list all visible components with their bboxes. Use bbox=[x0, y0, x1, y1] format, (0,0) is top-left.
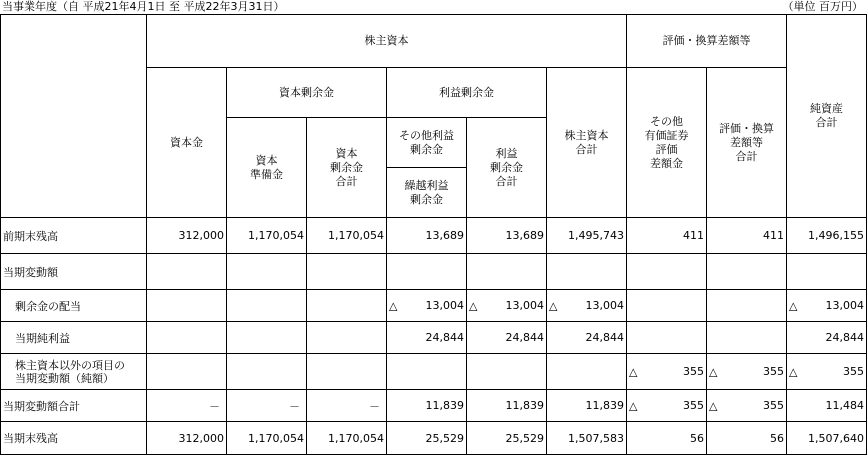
cell-value: 13,689 bbox=[425, 229, 464, 242]
row-label-header bbox=[1, 15, 147, 218]
cell-value: 1,495,743 bbox=[568, 229, 624, 242]
cell-value: 24,844 bbox=[505, 331, 544, 344]
row-label-line: 当期変動額合計 bbox=[3, 399, 80, 413]
header-securities-valuation bbox=[627, 68, 707, 218]
header-shareholders-equity: 株主資本 bbox=[147, 15, 627, 68]
table-cell bbox=[387, 322, 467, 354]
table-cell bbox=[627, 218, 707, 254]
row-label-line: 当期変動額（純額） bbox=[15, 371, 114, 385]
cell-value: 24,844 bbox=[585, 331, 624, 344]
table-cell bbox=[387, 218, 467, 254]
table-cell bbox=[387, 422, 467, 455]
table-cell bbox=[227, 322, 307, 354]
table-caption bbox=[0, 0, 867, 14]
table-cell bbox=[147, 218, 227, 254]
header-line: 合計 bbox=[735, 149, 758, 163]
table-cell bbox=[227, 354, 307, 390]
table-cell bbox=[707, 390, 787, 422]
header-capital-stock: 資本金 bbox=[147, 68, 227, 218]
table-row bbox=[1, 290, 867, 322]
table-cell bbox=[547, 390, 627, 422]
table-cell bbox=[627, 422, 707, 455]
table-cell bbox=[147, 390, 227, 422]
header-line: 合計 bbox=[495, 174, 518, 188]
table-cell bbox=[787, 218, 867, 254]
table-cell bbox=[547, 218, 627, 254]
table-cell bbox=[387, 354, 467, 390]
table-cell bbox=[787, 322, 867, 354]
cell-value: 312,000 bbox=[178, 229, 224, 242]
header-retained-total bbox=[467, 118, 547, 218]
table-cell bbox=[227, 422, 307, 455]
row-label-line: 当期純利益 bbox=[15, 331, 70, 345]
table-cell bbox=[147, 290, 227, 322]
table-cell bbox=[627, 390, 707, 422]
table-cell bbox=[147, 354, 227, 390]
negative-mark: △ bbox=[709, 399, 718, 412]
table-cell bbox=[547, 322, 627, 354]
equity-statement-table bbox=[0, 14, 867, 455]
negative-mark: △ bbox=[789, 299, 798, 312]
table-cell bbox=[627, 254, 707, 290]
header-line: 剰余金 bbox=[410, 142, 443, 156]
cell-value: 25,529 bbox=[425, 431, 464, 445]
table-cell bbox=[547, 290, 627, 322]
header-line: その他利益 bbox=[399, 128, 454, 142]
table-cell bbox=[467, 218, 547, 254]
header-capital-surplus-total bbox=[307, 118, 387, 218]
header-line: その他 bbox=[650, 114, 683, 128]
cell-value: 1,507,640 bbox=[808, 431, 864, 445]
header-carried-forward bbox=[387, 168, 467, 218]
table-cell bbox=[307, 254, 387, 290]
table-cell bbox=[627, 354, 707, 390]
negative-mark: △ bbox=[709, 365, 718, 378]
header-valuation-total bbox=[707, 68, 787, 218]
header-line: 合計 bbox=[815, 116, 838, 129]
header-line: 合計 bbox=[575, 142, 598, 156]
table-cell bbox=[387, 254, 467, 290]
table-cell bbox=[467, 290, 547, 322]
header-line: 剰余金 bbox=[410, 192, 443, 206]
header-line: 剰余金 bbox=[330, 160, 363, 174]
cell-value: 1,170,054 bbox=[248, 229, 304, 242]
row-label bbox=[1, 322, 147, 354]
cell-value: 56 bbox=[770, 431, 784, 445]
table-cell bbox=[707, 254, 787, 290]
table-cell bbox=[467, 254, 547, 290]
table-cell bbox=[547, 422, 627, 455]
cell-value: 1,496,155 bbox=[808, 229, 864, 242]
table-cell bbox=[787, 390, 867, 422]
cell-value: 56 bbox=[690, 431, 704, 445]
cell-value: 11,839 bbox=[505, 399, 544, 412]
period-label: 当事業年度（自 平成21年4月1日 至 平成22年3月31日） bbox=[2, 0, 285, 13]
cell-value: 355 bbox=[683, 399, 704, 412]
header-net-assets bbox=[787, 15, 867, 218]
header-line: 準備金 bbox=[250, 167, 283, 181]
table-cell bbox=[227, 254, 307, 290]
cell-value: 13,004 bbox=[505, 299, 544, 312]
header-other-retained bbox=[387, 118, 467, 168]
header-line: 剰余金 bbox=[490, 160, 523, 174]
header-line: 株主資本 bbox=[564, 128, 609, 142]
table-cell bbox=[387, 290, 467, 322]
row-label-line: 剰余金の配当 bbox=[15, 299, 81, 313]
table-cell bbox=[707, 290, 787, 322]
cell-value: 1,507,583 bbox=[568, 431, 624, 445]
table-cell bbox=[387, 390, 467, 422]
cell-value: 1,170,054 bbox=[328, 229, 384, 242]
table-cell bbox=[467, 422, 547, 455]
row-label-line: 当期末残高 bbox=[3, 432, 58, 445]
cell-value: 11,484 bbox=[825, 399, 864, 412]
table-cell bbox=[787, 254, 867, 290]
table-row bbox=[1, 390, 867, 422]
header-valuation-group: 評価・換算差額等 bbox=[627, 15, 787, 68]
table-cell bbox=[147, 322, 227, 354]
cell-value: 13,004 bbox=[825, 299, 864, 312]
row-label-line: 株主資本以外の項目の bbox=[15, 358, 125, 372]
cell-value: 355 bbox=[763, 399, 784, 412]
row-label bbox=[1, 422, 147, 455]
table-cell bbox=[307, 218, 387, 254]
table-cell bbox=[707, 322, 787, 354]
table-cell bbox=[787, 422, 867, 455]
table-cell bbox=[627, 290, 707, 322]
header-line: 繰越利益 bbox=[404, 178, 449, 192]
row-label bbox=[1, 218, 147, 254]
negative-mark: △ bbox=[629, 365, 638, 378]
table-row bbox=[1, 422, 867, 455]
negative-mark: △ bbox=[389, 299, 398, 312]
header-line: 合計 bbox=[335, 174, 358, 188]
table-row bbox=[1, 354, 867, 390]
negative-mark: △ bbox=[469, 299, 478, 312]
table-cell bbox=[707, 422, 787, 455]
header-retained-earnings: 利益剰余金 bbox=[387, 68, 547, 118]
negative-mark: △ bbox=[549, 299, 558, 312]
table-cell bbox=[707, 218, 787, 254]
cell-value: 13,004 bbox=[585, 299, 624, 312]
table-cell bbox=[307, 322, 387, 354]
cell-value: 1,170,054 bbox=[248, 431, 304, 445]
header-equity-total bbox=[547, 68, 627, 218]
cell-value: 11,839 bbox=[425, 399, 464, 412]
header-line: 資本 bbox=[335, 146, 358, 160]
table-cell bbox=[307, 354, 387, 390]
table-cell bbox=[467, 390, 547, 422]
table-body bbox=[1, 218, 867, 455]
header-capital-surplus: 資本剰余金 bbox=[227, 68, 387, 118]
cell-value: 11,839 bbox=[585, 399, 624, 412]
table-cell bbox=[627, 322, 707, 354]
table-cell bbox=[147, 422, 227, 455]
table-row bbox=[1, 322, 867, 354]
table-row bbox=[1, 218, 867, 254]
table-cell bbox=[147, 254, 227, 290]
row-label bbox=[1, 254, 147, 290]
row-label-line: 当期変動額 bbox=[3, 265, 58, 279]
cell-value: 312,000 bbox=[178, 431, 224, 445]
cell-value: 24,844 bbox=[425, 331, 464, 344]
cell-value: 13,004 bbox=[425, 299, 464, 312]
cell-value: 1,170,054 bbox=[328, 431, 384, 445]
table-cell bbox=[307, 390, 387, 422]
table-cell bbox=[227, 290, 307, 322]
table-cell bbox=[787, 354, 867, 390]
row-label bbox=[1, 290, 147, 322]
negative-mark: △ bbox=[789, 365, 798, 378]
table-cell bbox=[467, 322, 547, 354]
header-line: 評価 bbox=[655, 142, 678, 156]
cell-value: － bbox=[369, 399, 380, 413]
table-cell bbox=[227, 390, 307, 422]
header-legal-capital-surplus bbox=[227, 118, 307, 218]
row-label bbox=[1, 390, 147, 422]
cell-value: 24,844 bbox=[825, 331, 864, 344]
cell-value: 355 bbox=[763, 365, 784, 378]
header-line: 有価証券 bbox=[644, 128, 689, 142]
cell-value: 411 bbox=[763, 229, 784, 242]
row-label-line: 前期末残高 bbox=[3, 229, 58, 243]
negative-mark: △ bbox=[629, 399, 638, 412]
table-cell bbox=[467, 354, 547, 390]
header-line: 評価・換算 bbox=[719, 121, 774, 135]
cell-value: 355 bbox=[843, 365, 864, 378]
table-row bbox=[1, 254, 867, 290]
header-line: 利益 bbox=[495, 146, 518, 160]
unit-label: （単位 百万円） bbox=[782, 0, 863, 13]
header-line: 差額等 bbox=[730, 135, 763, 149]
cell-value: 25,529 bbox=[505, 431, 544, 445]
cell-value: 411 bbox=[683, 229, 704, 242]
header-line: 純資産 bbox=[810, 102, 843, 115]
cell-value: 13,689 bbox=[505, 229, 544, 242]
cell-value: － bbox=[209, 399, 220, 413]
table-cell bbox=[307, 290, 387, 322]
header-line: 資本 bbox=[255, 153, 278, 167]
cell-value: － bbox=[289, 399, 300, 413]
header-line: 差額金 bbox=[650, 156, 683, 170]
table-cell bbox=[547, 354, 627, 390]
table-cell bbox=[227, 218, 307, 254]
table-cell bbox=[787, 290, 867, 322]
table-cell bbox=[707, 354, 787, 390]
cell-value: 355 bbox=[683, 365, 704, 378]
table-cell bbox=[547, 254, 627, 290]
row-label bbox=[1, 354, 147, 390]
table-cell bbox=[307, 422, 387, 455]
